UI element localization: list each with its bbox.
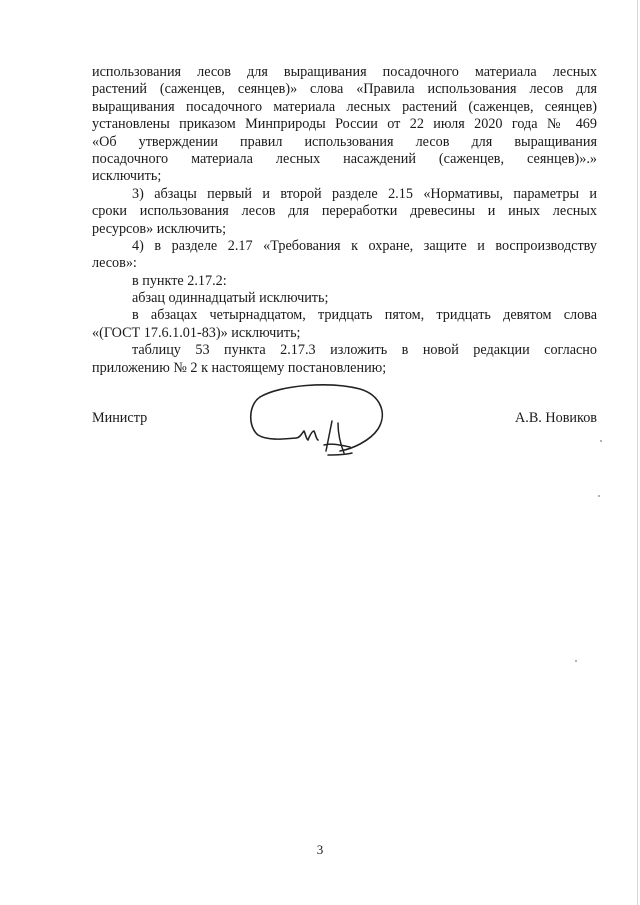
body-line: таблицу 53 пункта 2.17.3 изложить в новой редакции согласно xyxy=(132,342,597,359)
body-line: в абзацах четырнадцатом, тридцать пятом, тридцать девятом слова xyxy=(132,307,597,324)
body-line: посадочного материала лесных насаждений (саженцев, сеянцев)».» xyxy=(92,150,597,167)
scan-speck xyxy=(598,495,600,497)
handwritten-signature xyxy=(240,383,390,463)
body-line: ресурсов» исключить; xyxy=(92,220,227,237)
document-body xyxy=(92,64,597,377)
body-line: установлены приказом Минприроды России от 22 июля 2020 года № 469 xyxy=(92,116,597,133)
scan-speck xyxy=(575,660,577,662)
body-line: в пункте 2.17.2: xyxy=(132,272,227,289)
body-line: «Об утверждении правил использования лесов для выращивания xyxy=(92,133,597,150)
scan-speck xyxy=(600,440,602,442)
page-number: 3 xyxy=(316,842,324,857)
signatory-name: А.В. Новиков xyxy=(515,410,597,426)
body-line: «(ГОСТ 17.6.1.01-83)» исключить; xyxy=(92,324,301,341)
body-line: растений (саженцев, сеянцев)» слова «Правила использования лесов для xyxy=(92,81,597,98)
body-line: приложению № 2 к настоящему постановлению; xyxy=(92,359,387,376)
body-line: 4) в разделе 2.17 «Требования к охране, защите и воспроизводству xyxy=(132,237,597,254)
body-line: выращивания посадочного материала лесных растений (саженцев, сеянцев) xyxy=(92,98,597,115)
body-line: абзац одиннадцатый исключить; xyxy=(132,290,329,307)
body-line: сроки использования лесов для переработки древесины и иных лесных xyxy=(92,203,597,220)
signatory-title: Министр xyxy=(92,410,148,426)
body-line: исключить; xyxy=(92,168,162,185)
scan-edge-line xyxy=(637,0,638,905)
body-line: лесов»: xyxy=(92,255,137,272)
body-line: использования лесов для выращивания посадочного материала лесных xyxy=(92,64,597,80)
body-line: 3) абзацы первый и второй разделе 2.15 «Нормативы, параметры и xyxy=(132,185,597,202)
